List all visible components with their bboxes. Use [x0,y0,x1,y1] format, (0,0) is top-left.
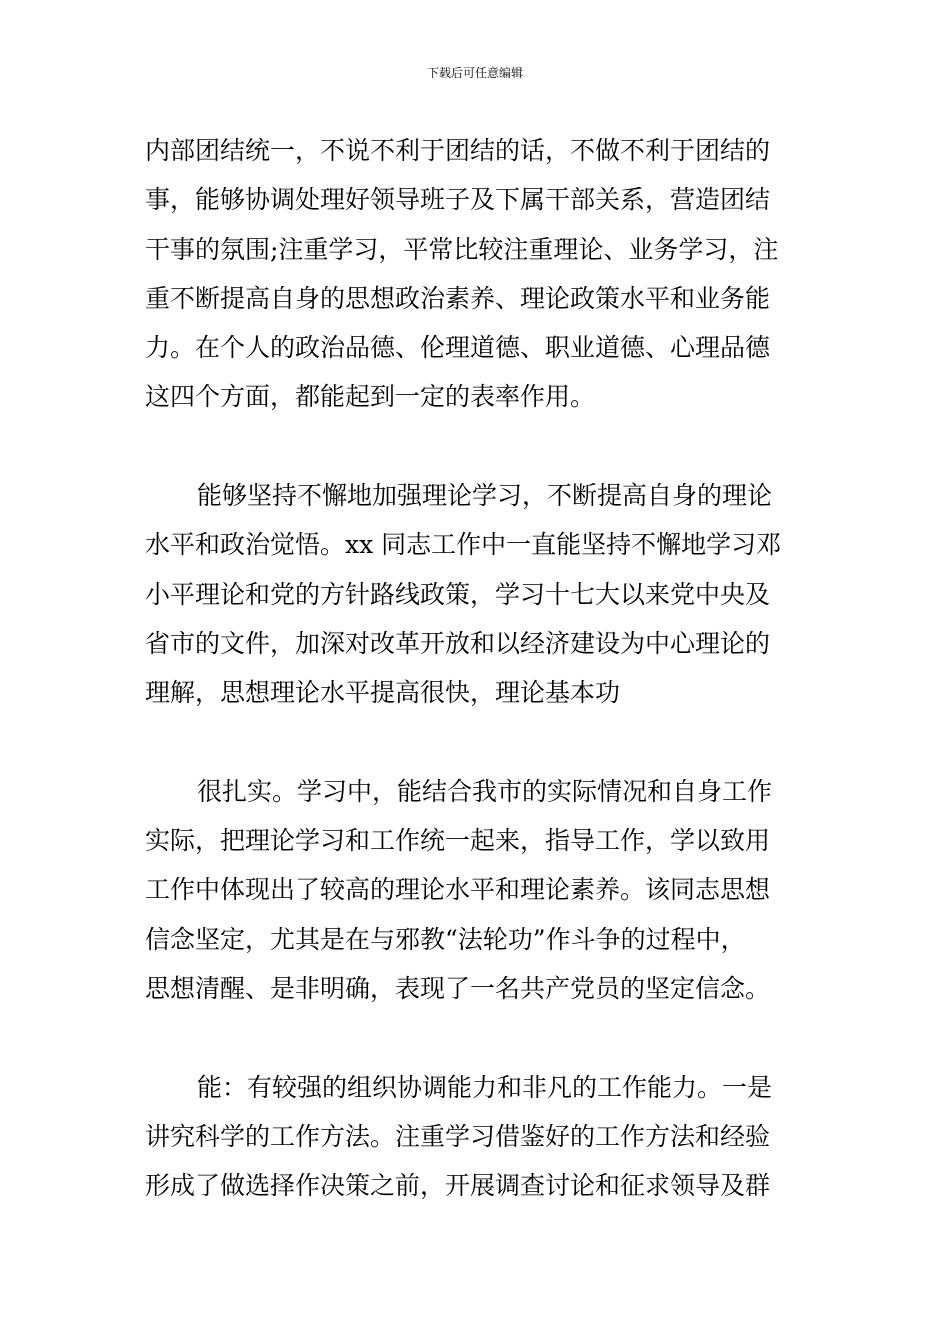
text-line: 重不断提高自身的思想政治素养、理论政策水平和业务能 [145,283,771,313]
paragraph-4 [145,1063,810,1211]
text-line: 能：有较强的组织协调能力和非凡的工作能力。一是 [197,1072,773,1102]
text-line: 讲究科学的工作方法。注重学习借鉴好的工作方法和经验 [145,1121,771,1151]
paragraph-2 [145,471,810,717]
text-line: 信念坚定，尤其是在与邪教“法轮功”作斗争的过程中， [145,924,746,954]
text-line: 工作中体现出了较高的理论水平和理论素养。该同志思想 [145,875,771,905]
text-line: 思想清醒、是非明确，表现了一名共产党员的坚定信念。 [145,974,771,1004]
text-line: 省市的文件，加深对改革开放和以经济建设为中心理论的 [145,628,771,658]
paragraph-spacer [145,718,810,767]
text-line: 干事的氛围;注重学习，平常比较注重理论、业务学习，注 [145,234,779,264]
text-line: 力。在个人的政治品德、伦理道德、职业道德、心理品德 [145,333,771,363]
text-line: 形成了做选择作决策之前，开展调查讨论和征求领导及群 [145,1171,771,1201]
text-line: 这四个方面，都能起到一定的表率作用。 [145,382,596,412]
paragraph-spacer [145,422,810,471]
text-line: 事，能够协调处理好领导班子及下属干部关系，营造团结 [145,185,771,215]
paragraph-3 [145,767,810,1013]
text-line: 小平理论和党的方针路线政策，学习十七大以来党中央及 [145,579,771,609]
text-line: 内部团结统一，不说不利于团结的话，不做不利于团结的 [145,136,771,165]
text-line: 很扎实。学习中，能结合我市的实际情况和自身工作 [197,776,773,806]
text-line: 理解，思想理论水平提高很快，理论基本功 [145,678,621,708]
text-line: 实际，把理论学习和工作统一起来，指导工作，学以致用 [145,826,771,856]
paragraph-1 [145,126,810,422]
paragraph-spacer [145,1013,810,1062]
text-line: 能够坚持不懈地加强理论学习，不断提高自身的理论 [197,481,773,511]
page-header: 下载后可任意编辑 [426,66,523,80]
text-line: 水平和政治觉悟。xx 同志工作中一直能坚持不懈地学习邓 [145,530,782,560]
document-body [145,126,810,1211]
